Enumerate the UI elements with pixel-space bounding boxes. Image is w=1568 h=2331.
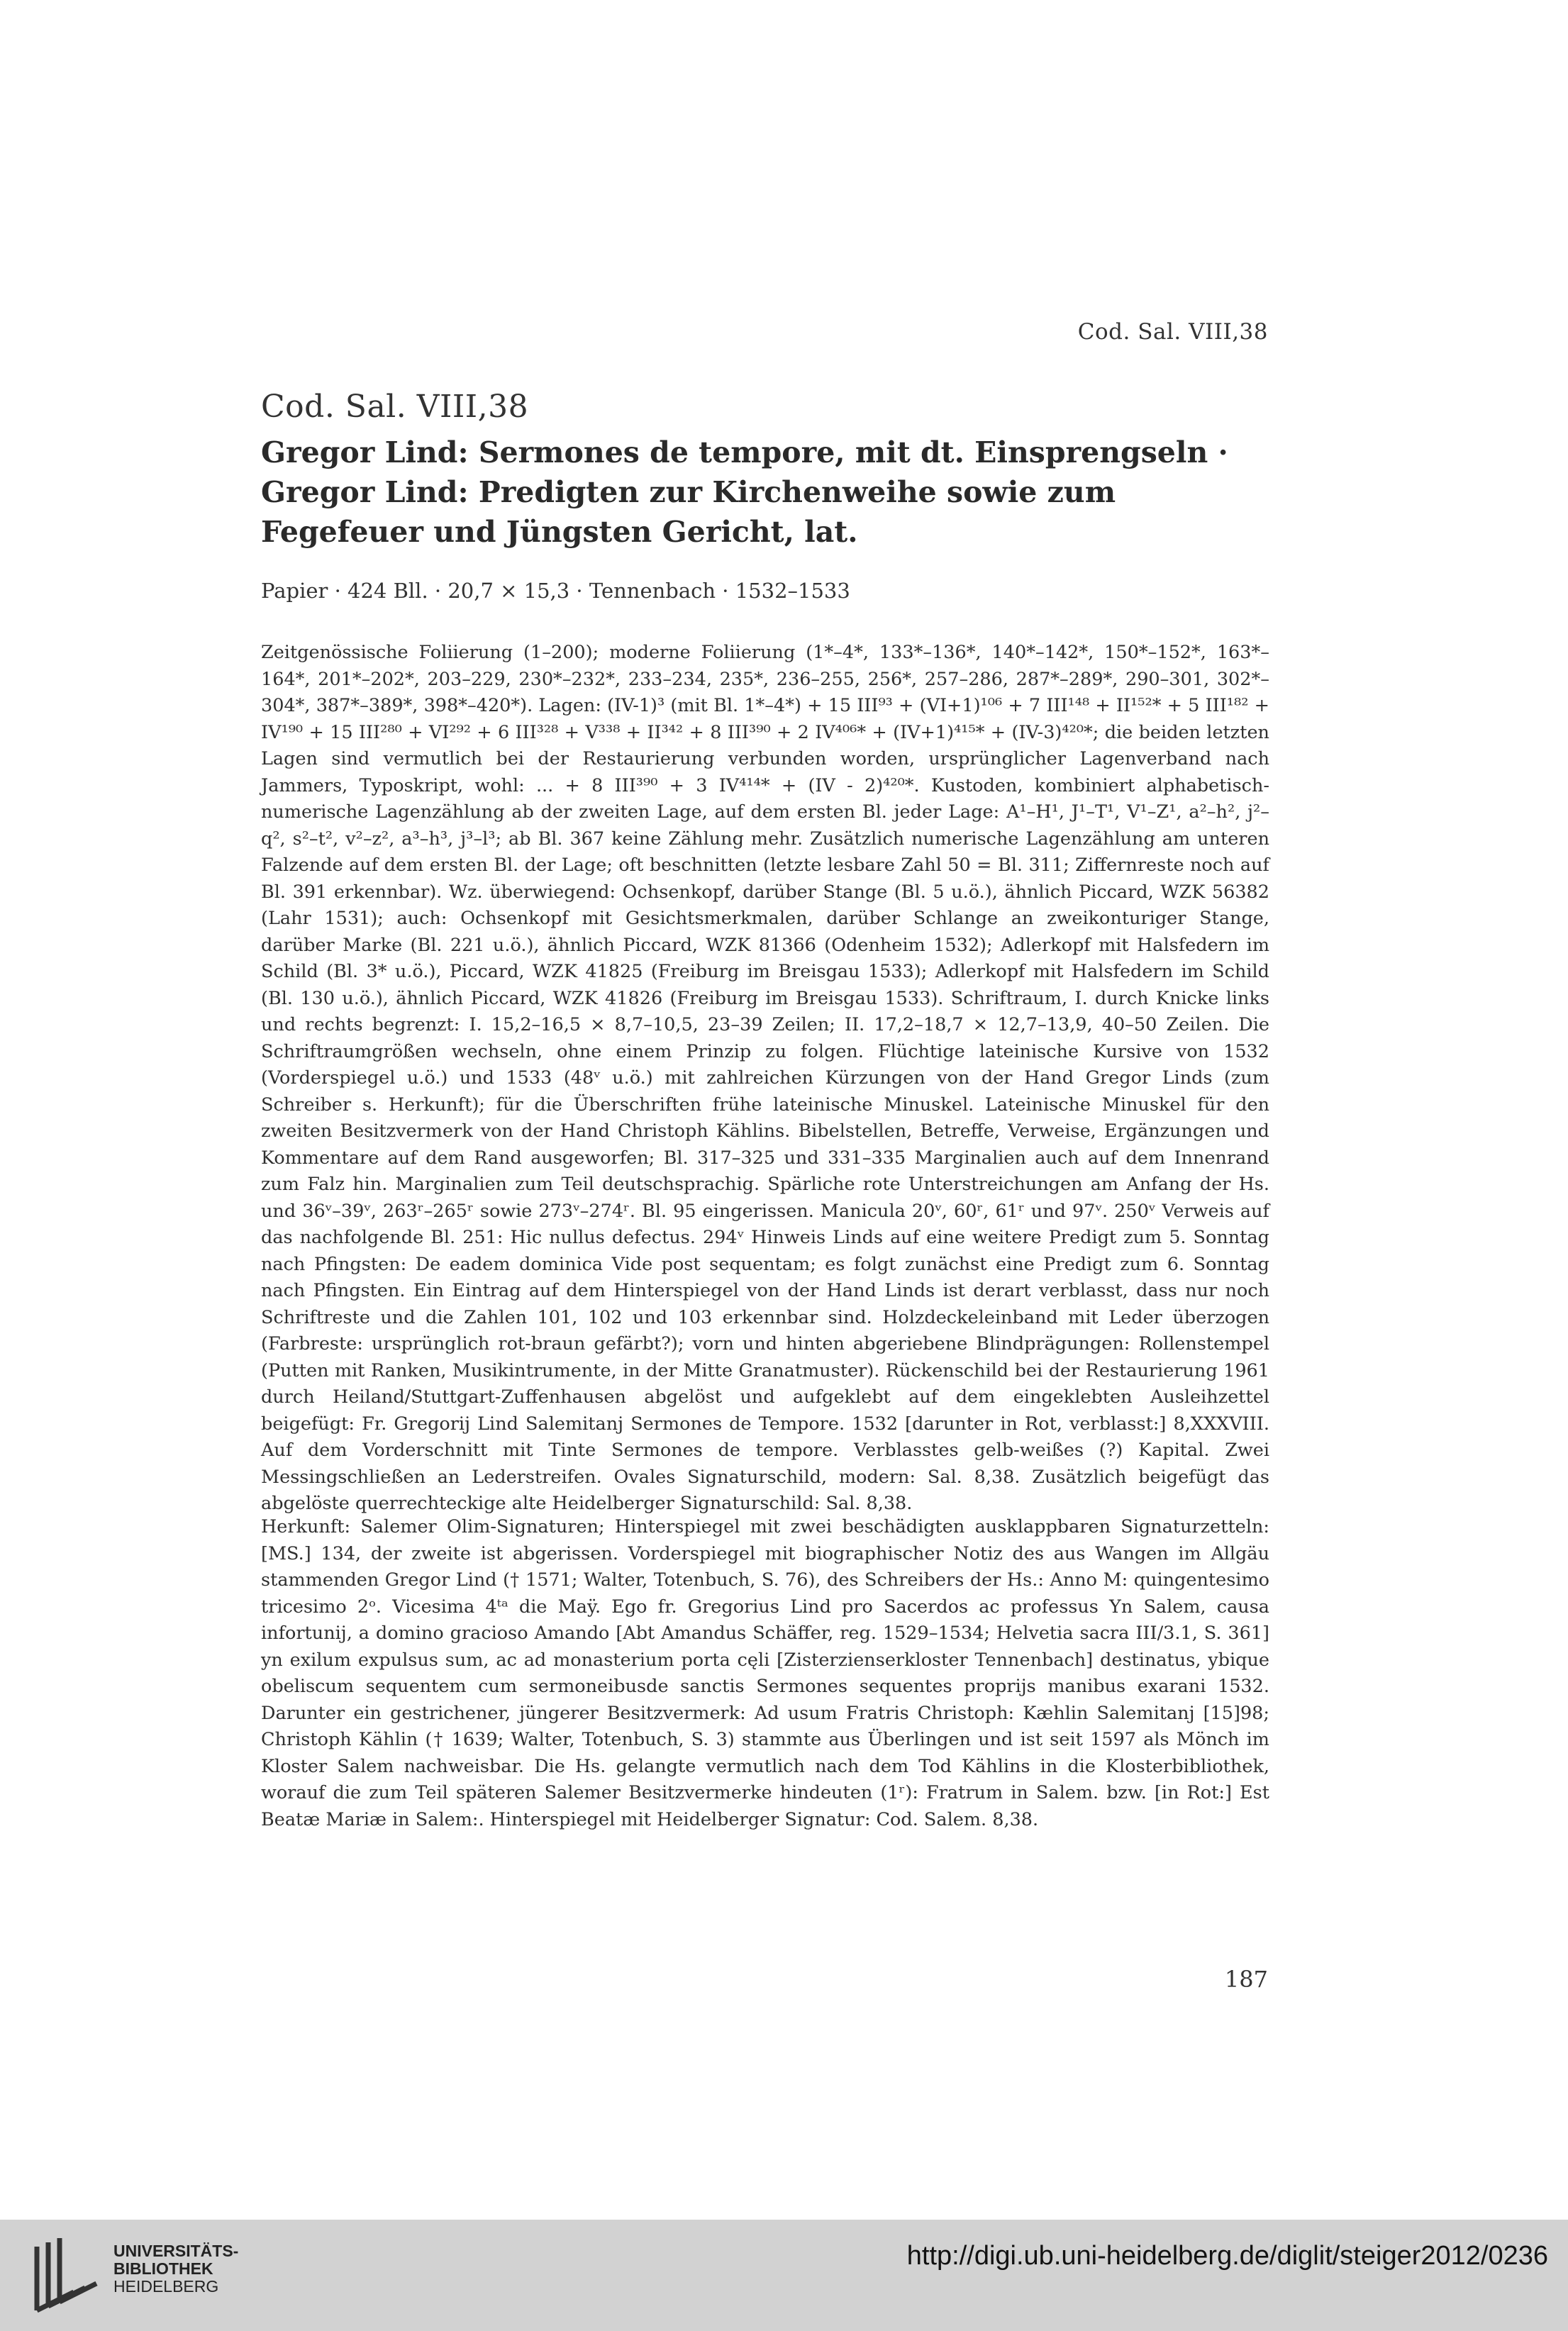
provenance-paragraph: Herkunft: Salemer Olim-Signaturen; Hinterspiegel mit zwei beschädigten ausklappbaren Signaturzetteln: [MS.] 134, der zweite ist abgerissen. Vorderspiegel mit biographischer Notiz des aus Wangen im Allgäu stammenden Gregor Lind († 1571; Walter, Totenbuch, S. 76), des Schreibers der Hs.: Anno M: quingentesimo tricesimo 2ᵒ. Vicesima 4ᵗᵃ die Maÿ. Ego fr. Gregorius Lind pro Sacerdos ac professus Yn Salem, causa infortunij, a domino gracioso Amando [Abt Amandus Schäffer, reg. 1529–1534; Helvetia sacra III/3.1, S. 361] yn exilum expulsus sum, ac ad monasterium porta cęli [Zisterzienserkloster Tennenbach] destinatus, ybique obeliscum sequentem cum sermoneibusde sanctis Sermones sequentes proprijs manibus exarani 1532. Darunter ein gestrichener, jüngerer Besitzvermerk: Ad usum Fratris Christoph: Kæhlin Salemitanj [15]98; Christoph Kählin († 1639; Walter, Totenbuch, S. 3) stammte aus Überlingen und ist seit 1597 als Mönch im Kloster Salem nachweisbar. Die Hs. gelangte vermutlich nach dem Tod Kählins in die Klosterbibliothek, worauf die zum Teil späteren Salemer Besitzvermerke hindeuten (1ʳ): Fratrum in Salem. bzw. [in Rot:] Est Beatæ Mariæ in Salem:. Hinterspiegel mit Heidelberger Signatur: Cod. Salem. 8,38. bbox=[261, 1516, 1269, 1830]
permalink-url[interactable]: http://digi.ub.uni-heidelberg.de/diglit/steiger2012/0236 bbox=[906, 2241, 1548, 2271]
physical-description-line: Papier · 424 Bll. · 20,7 × 15,3 · Tennenbach · 1532–1533 bbox=[261, 579, 850, 603]
page-number: 187 bbox=[1224, 1966, 1268, 1993]
library-name-line-2: BIBLIOTHEK bbox=[113, 2259, 213, 2278]
running-head: Cod. Sal. VIII,38 bbox=[1077, 319, 1268, 345]
codicological-description: Zeitgenössische Foliierung (1–200); moderne Foliierung (1*–4*, 133*–136*, 140*–142*, 150*–152*, 163*–164*, 201*–202*, 203–229, 230*–232*, 233–234, 235*, 236–255, 256*, 257–286, 287*–289*, 290–301, 302*–304*, 387*–389*, 398*–420*). Lagen: (IV-1)³ (mit Bl. 1*–4*) + 15 III⁹³ + (VI+1)¹⁰⁶ + 7 III¹⁴⁸ + II¹⁵²* + 5 III¹⁸² + IV¹⁹⁰ + 15 III²⁸⁰ + VI²⁹² + 6 III³²⁸ + V³³⁸ + II³⁴² + 8 III³⁹⁰ + 2 IV⁴⁰⁶* + (IV+1)⁴¹⁵* + (IV-3)⁴²⁰*; die beiden letzten Lagen sind vermutlich bei der Restaurierung verbunden worden, ursprünglicher Lagenverband nach Jammers, Typoskript, wohl: ... + 8 III³⁹⁰ + 3 IV⁴¹⁴* + (IV - 2)⁴²⁰*. Kustoden, kombiniert alphabetisch-numerische Lagenzählung ab der zweiten Lage, auf dem ersten Bl. jeder Lage: A¹–H¹, J¹–T¹, V¹–Z¹, a²–h², j²–q², s²–t², v²–z², a³–h³, j³–l³; ab Bl. 367 keine Zählung mehr. Zusätzlich numerische Lagenzählung am unteren Falzende auf dem ersten Bl. der Lage; oft beschnitten (letzte lesbare Zahl 50 = Bl. 311; Ziffernreste noch auf Bl. 391 erkennbar). Wz. überwiegend: Ochsenkopf, darüber Stange (Bl. 5 u.ö.), ähnlich Piccard, WZK 56382 (Lahr 1531); auch: Ochsenkopf mit Gesichtsmerkmalen, darüber Schlange an zweikonturiger Stange, darüber Marke (Bl. 221 u.ö.), ähnlich Piccard, WZK 81366 (Odenheim 1532); Adlerkopf mit Halsfedern im Schild (Bl. 3* u.ö.), Piccard, WZK 41825 (Freiburg im Breisgau 1533); Adlerkopf mit Halsfedern im Schild (Bl. 130 u.ö.), ähnlich Piccard, WZK 41826 (Freiburg im Breisgau 1533). Schriftraum, I. durch Knicke links und rechts begrenzt: I. 15,2–16,5 × 8,7–10,5, 23–39 Zeilen; II. 17,2–18,7 × 12,7–13,9, 40–50 Zeilen. Die Schriftraumgrößen wechseln, ohne einem Prinzip zu folgen. Flüchtige lateinische Kursive von 1532 (Vorderspiegel u.ö.) und 1533 (48ᵛ u.ö.) mit zahlreichen Kürzungen von der Hand Gregor Linds (zum Schreiber s. Herkunft); für die Überschriften frühe lateinische Minuskel. Lateinische Minuskel für den zweiten Besitzvermerk von der Hand Christoph Kählins. Bibelstellen, Betreffe, Verweise, Ergänzungen und Kommentare auf dem Rand ausgeworfen; Bl. 317–325 und 331–335 Marginalien auch auf dem Innenrand zum Falz hin. Marginalien zum Teil deutschsprachig. Spärliche rote Unterstreichungen am Anfang der Hs. und 36ᵛ–39ᵛ, 263ʳ–265ʳ sowie 273ᵛ–274ʳ. Bl. 95 eingerissen. Manicula 20ᵛ, 60ʳ, 61ʳ und 97ᵛ. 250ᵛ Verweis auf das nachfolgende Bl. 251: Hic nullus defectus. 294ᵛ Hinweis Linds auf eine weitere Predigt zum 5. Sonntag nach Pfingsten: De eadem dominica Vide post sequentam; es folgt zunächst eine Predigt zum 6. Sonntag nach Pfingsten. Ein Eintrag auf dem Hinterspiegel von der Hand Linds ist derart verblasst, dass nur noch Schriftreste und die Zahlen 101, 102 und 103 erkennbar sind. Holzdeckeleinband mit Leder überzogen (Farbreste: ursprünglich rot-braun gefärbt?); vorn und hinten abgeriebene Blindprägungen: Rollenstempel (Putten mit Ranken, Musikintrumente, in der Mitte Granatmuster). Rückenschild bei der Restaurierung 1961 durch Heiland/Stuttgart-Zuffenhausen abgelöst und aufgeklebt auf dem eingeklebten Ausleihzettel beigefügt: Fr. Gregorij Lind Salemitanj Sermones de Tempore. 1532 [darunter in Rot, verblasst:] 8,XXXVIII. Auf dem Vorderschnitt mit Tinte Sermones de tempore. Verblasstes gelb-weißes (?) Kapital. Zwei Messingschließen an Lederstreifen. Ovales Signaturschild, modern: Sal. 8,38. Zusätzlich beigefügt das abgelöste querrechteckige alte Heidelberger Signaturschild: Sal. 8,38. bbox=[261, 642, 1269, 1514]
library-name bbox=[113, 2242, 238, 2296]
manuscript-title: Gregor Lind: Sermones de tempore, mit dt. Einsprengseln · Gregor Lind: Predigten zur Kirchenweihe sowie zum Fegefeuer und Jüngsten Gericht, lat. bbox=[261, 435, 1228, 549]
university-library-logo-icon bbox=[31, 2232, 102, 2316]
shelfmark-heading: Cod. Sal. VIII,38 bbox=[261, 389, 529, 425]
library-name-line-1: UNIVERSITÄTS- bbox=[113, 2242, 239, 2260]
library-name-line-3: HEIDELBERG bbox=[113, 2277, 219, 2296]
